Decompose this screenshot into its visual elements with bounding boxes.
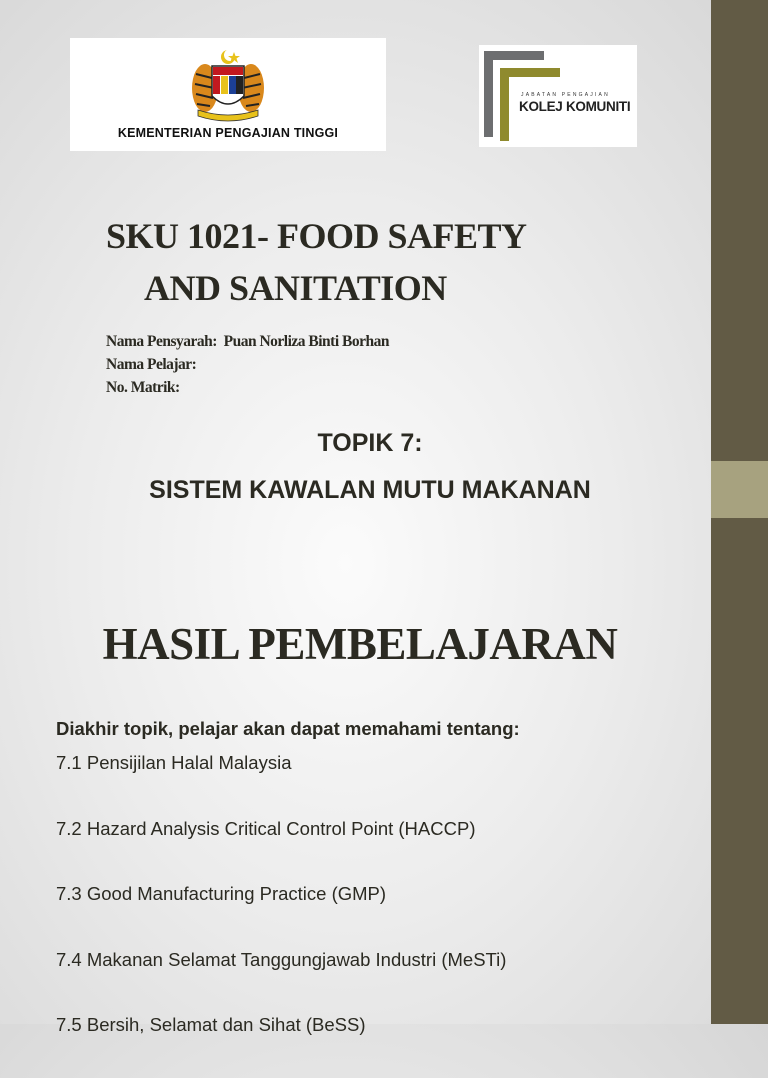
topic-block — [100, 420, 640, 514]
lecturer-name: Nama Pensyarah: Puan Norliza Binti Borhan — [106, 333, 389, 350]
ministry-caption: KEMENTERIAN PENGAJIAN TINGGI — [117, 126, 339, 140]
ministry-logo — [70, 38, 386, 151]
matric-number: No. Matrik: — [106, 379, 180, 396]
course-title — [106, 210, 666, 314]
list-item: 7.4 Makanan Selamat Tanggungjawab Industri (MeSTi) — [56, 948, 507, 970]
topic-number: TOPIK 7: — [317, 429, 423, 457]
college-logo — [479, 45, 637, 147]
course-meta — [106, 330, 389, 399]
section-heading: HASIL PEMBELAJARAN — [102, 619, 618, 669]
topic-title: SISTEM KAWALAN MUTU MAKANAN — [149, 476, 591, 504]
student-name: Nama Pelajar: — [106, 356, 197, 373]
sidebar-accent-block — [711, 461, 768, 518]
course-title-line-1: SKU 1021- FOOD SAFETY — [106, 216, 527, 256]
list-item: 7.1 Pensijilan Halal Malaysia — [56, 752, 292, 773]
college-subtitle: JABATAN PENGAJIAN — [521, 92, 610, 98]
section-intro: Diakhir topik, pelajar akan dapat memahami tentang: — [56, 718, 520, 739]
coat-of-arms-icon — [70, 38, 386, 128]
list-item: 7.3 Good Manufacturing Practice (GMP) — [56, 883, 387, 904]
college-title: KOLEJ KOMUNITI — [519, 99, 631, 114]
learning-outcomes-list — [56, 750, 506, 1078]
course-title-line-2: AND SANITATION — [144, 268, 447, 308]
decorative-sidebar — [711, 0, 768, 1024]
list-item: 7.2 Hazard Analysis Critical Control Point (HACCP) — [56, 817, 476, 839]
list-item: 7.5 Bersih, Selamat dan Sihat (BeSS) — [56, 1014, 366, 1035]
